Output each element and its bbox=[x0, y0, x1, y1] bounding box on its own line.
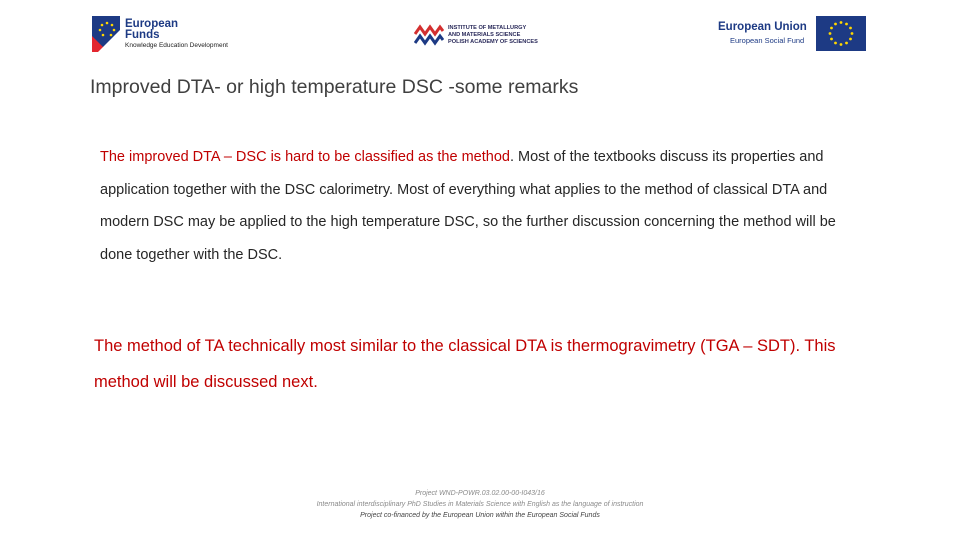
institute-name-line2: AND MATERIALS SCIENCE bbox=[448, 32, 521, 38]
eu-flag-icon bbox=[816, 16, 866, 51]
footer-program-name: International interdisciplinary PhD Studies in Materials Science with English as the language of instruction bbox=[316, 501, 644, 508]
european-funds-line3: Knowledge Education Development bbox=[125, 42, 228, 49]
institute-name-line3: POLISH ACADEMY OF SCIENCES bbox=[448, 39, 538, 45]
institute-logo bbox=[414, 22, 564, 50]
institute-name-line1: INSTITUTE OF METALLURGY bbox=[448, 25, 527, 31]
paragraph-1 bbox=[100, 141, 840, 271]
paragraph-1-highlight: The improved DTA – DSC is hard to be classified as the method bbox=[100, 149, 510, 165]
footer bbox=[230, 488, 730, 521]
slide-title: Improved DTA- or high temperature DSC -some remarks bbox=[90, 76, 579, 98]
european-union-line1: European Union bbox=[718, 21, 807, 33]
european-funds-line2: Funds bbox=[125, 29, 160, 41]
paragraph-2: The method of TA technically most similar to the classical DTA is thermogravimetry (TGA – SDT). This method will be discussed next. bbox=[94, 337, 836, 391]
institute-emblem-icon bbox=[414, 24, 444, 46]
paragraph-1-text: . Most of the textbooks discuss its properties and application together with the DSC calorimetry. Most of everything what applies to the method of classical DTA and modern DSC may be applied to the high temperature DSC, so the further discussion concerning the method will be done together with the DSC. bbox=[100, 149, 836, 263]
european-funds-flag-icon bbox=[92, 16, 120, 52]
european-union-logo bbox=[718, 16, 868, 52]
european-funds-logo bbox=[92, 14, 242, 56]
european-funds-line1: European bbox=[125, 18, 179, 30]
european-union-line2: European Social Fund bbox=[730, 36, 805, 45]
footer-cofinancing-note: Project co-financed by the European Union within the European Social Funds bbox=[360, 512, 600, 519]
footer-project-number: Project WND-POWR.03.02.00-00-I043/16 bbox=[415, 490, 545, 497]
